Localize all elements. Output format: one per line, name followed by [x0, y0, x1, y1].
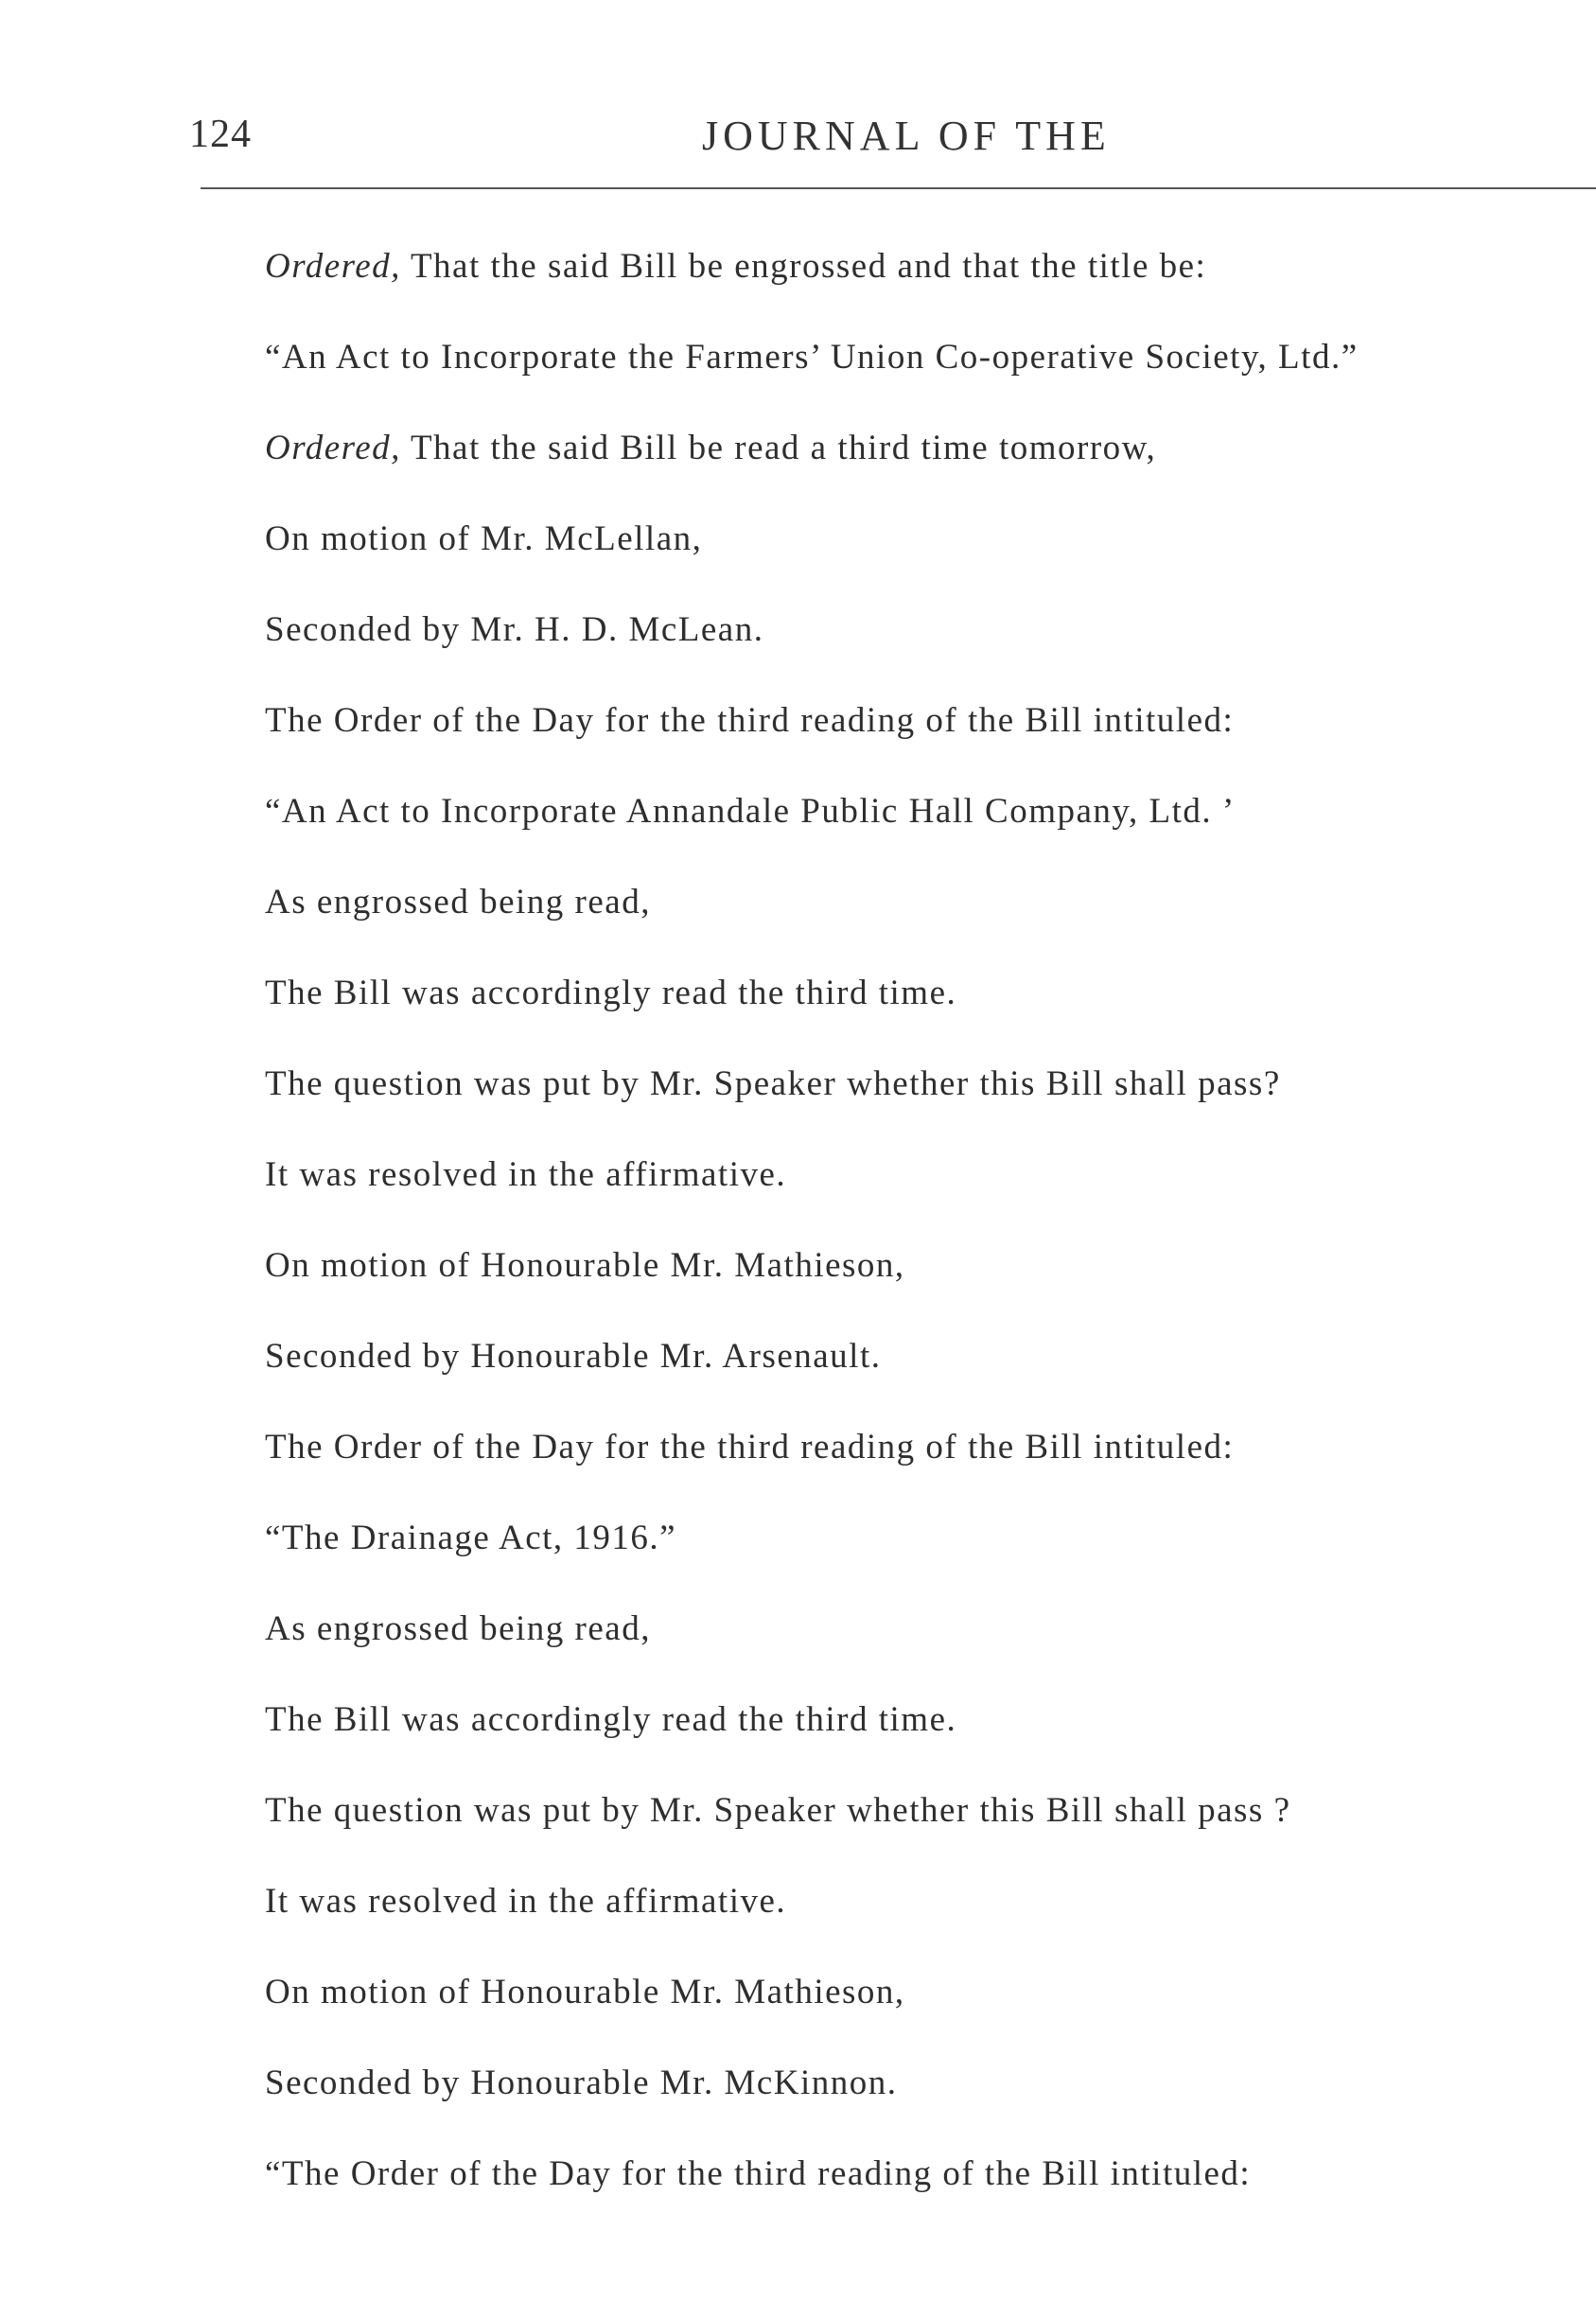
journal-line	[265, 494, 1570, 585]
line-text: That the said Bill be read a third time tomorrow,	[400, 429, 1157, 467]
italic-lead: Ordered,	[265, 429, 401, 467]
line-text: The Order of the Day for the third reading of the Bill intituled:	[265, 1428, 1235, 1467]
line-text: It was resolved in the affirmative.	[265, 1882, 787, 1921]
journal-line	[265, 403, 1570, 494]
journal-line	[265, 1221, 1570, 1311]
italic-lead: Ordered,	[265, 247, 401, 286]
line-text: The Bill was accordingly read the third time.	[265, 974, 957, 1012]
journal-line	[265, 1402, 1570, 1493]
journal-line	[265, 585, 1570, 676]
journal-line	[265, 1947, 1570, 2038]
journal-line	[265, 2129, 1570, 2220]
line-text: On motion of Honourable Mr. Mathieson,	[265, 1973, 905, 2011]
line-text: On motion of Honourable Mr. Mathieson,	[265, 1246, 905, 1285]
journal-line	[265, 948, 1570, 1039]
journal-body	[265, 221, 1570, 2220]
journal-line	[265, 1039, 1570, 1130]
line-text: On motion of Mr. McLellan,	[265, 519, 703, 558]
line-text: The Bill was accordingly read the third time.	[265, 1700, 957, 1739]
journal-line	[265, 312, 1570, 403]
line-text: Seconded by Honourable Mr. Arsenault.	[265, 1337, 882, 1376]
running-head: JOURNAL OF THE	[702, 113, 1111, 159]
journal-line	[265, 766, 1570, 857]
journal-line	[265, 1130, 1570, 1221]
line-text: Seconded by Honourable Mr. McKinnon.	[265, 2064, 898, 2102]
journal-line	[265, 857, 1570, 948]
line-text: “An Act to Incorporate the Farmers’ Union Co-operative Society, Ltd.”	[265, 338, 1359, 377]
line-text: The Order of the Day for the third reading of the Bill intituled:	[265, 701, 1235, 740]
journal-line	[265, 1493, 1570, 1584]
line-text: As engrossed being read,	[265, 1609, 651, 1648]
line-text: The question was put by Mr. Speaker whether this Bill shall pass ?	[265, 1791, 1291, 1830]
journal-line	[265, 2038, 1570, 2129]
line-text: That the said Bill be engrossed and that the title be:	[400, 247, 1207, 286]
line-text: Seconded by Mr. H. D. McLean.	[265, 610, 764, 649]
line-text: It was resolved in the affirmative.	[265, 1155, 787, 1194]
journal-line	[265, 1856, 1570, 1947]
page-header	[189, 112, 1596, 168]
journal-line	[265, 221, 1570, 312]
line-text: “The Order of the Day for the third reading of the Bill intituled:	[265, 2154, 1252, 2193]
line-text: “The Drainage Act, 1916.”	[265, 1519, 677, 1557]
journal-line	[265, 1311, 1570, 1402]
journal-line	[265, 1584, 1570, 1675]
journal-line	[265, 1675, 1570, 1765]
header-rule	[201, 187, 1596, 189]
page-number: 124	[189, 113, 252, 156]
line-text: “An Act to Incorporate Annandale Public Hall Company, Ltd. ’	[265, 792, 1236, 831]
line-text: The question was put by Mr. Speaker whether this Bill shall pass?	[265, 1064, 1281, 1103]
journal-line	[265, 676, 1570, 766]
journal-line	[265, 1765, 1570, 1856]
line-text: As engrossed being read,	[265, 883, 651, 922]
